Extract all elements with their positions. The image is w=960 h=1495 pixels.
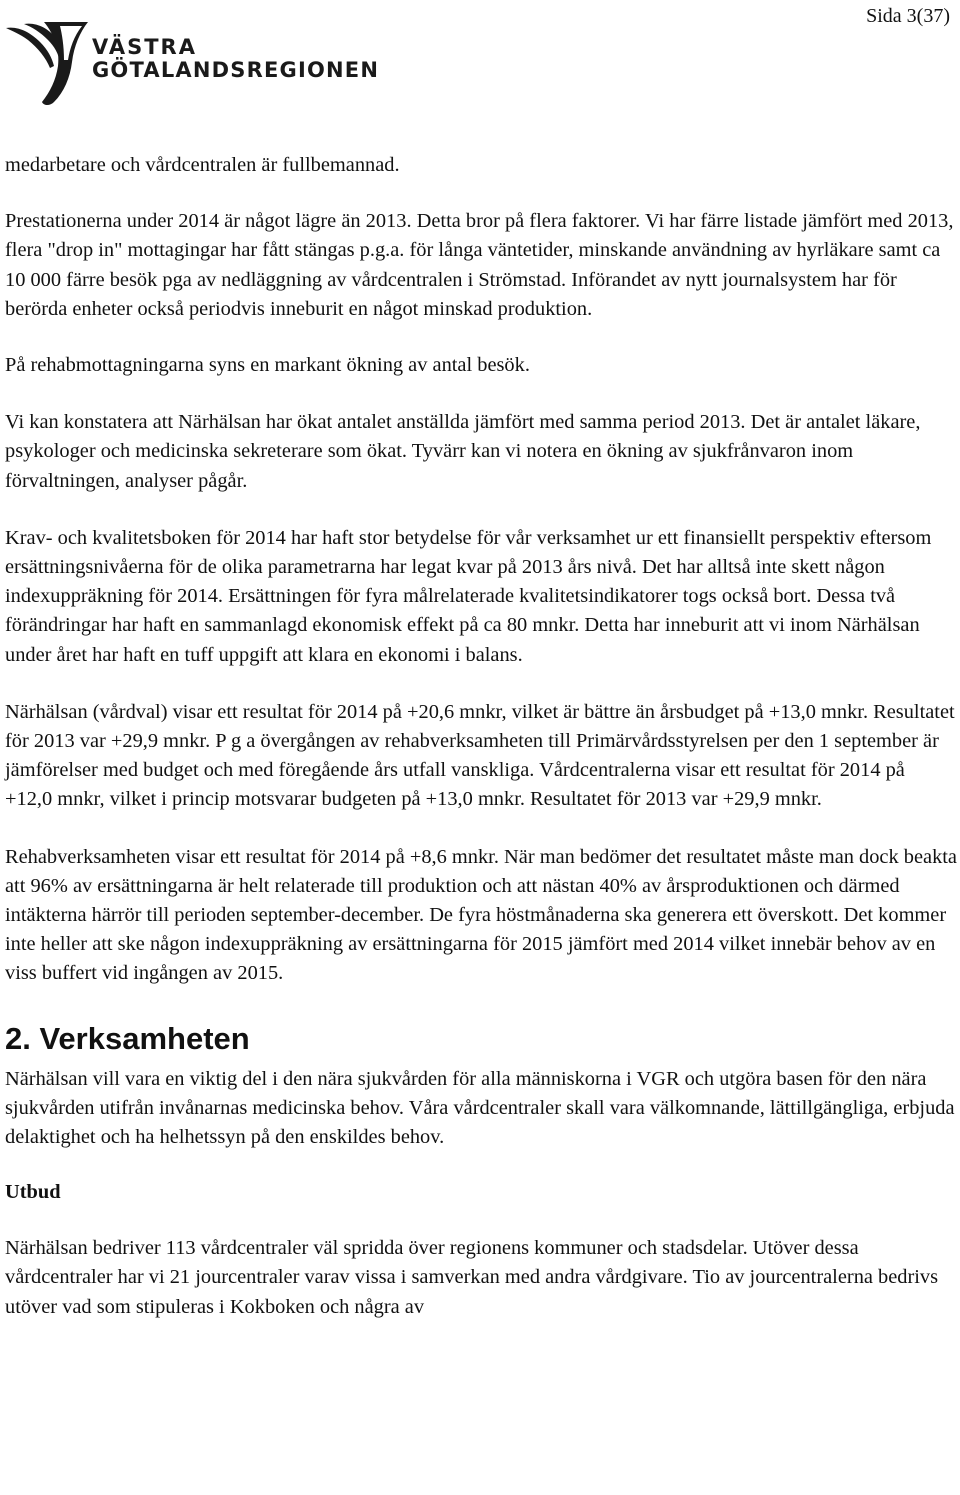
paragraph-offering: Närhälsan bedriver 113 vårdcentraler väl spridda över regionens kommuner och stadsdelar. Utöver dessa vårdcentraler har vi 21 jourcentraler varav vissa i samverkan med andra vårdgivare. Tio av jourcentralerna bedrivs utöver vad som stipuleras i Kokboken och några av: [5, 1237, 939, 1318]
logo-line-2: GÖTALANDSREGIONEN: [92, 58, 380, 82]
logo-wordmark: [92, 36, 379, 82]
vgr-swan-logo-icon: [4, 22, 90, 106]
paragraph-results: Närhälsan (vårdval) visar ett resultat för 2014 på +20,6 mnkr, vilket är bättre än årsbudget på +13,0 mnkr. Resultatet för 2013 var +29,9 mnkr. P g a övergången av rehabverksamheten till Primärvårdsstyrelsen per den 1 september är jämförelser med budget och med föregående års utfall vanskliga. Vårdcentralerna visar ett resultat för 2014 på +12,0 mnkr, vilket i princip motsvarar budgeten på +13,0 mnkr. Resultatet för 2013 var +29,9 mnkr.: [5, 700, 955, 811]
paragraph-rehab-results: Rehabverksamheten visar ett resultat för 2014 på +8,6 mnkr. När man bedömer det resultatet måste man dock beakta att 96% av ersättningarna är helt relaterade till produktion och att nästan 40% av årsproduktionen och därmed intäkterna härrör till perioden september-december. De fyra höstmånaderna ska generera ett överskott. Det kommer inte heller att ske någon indexuppräkning av ersättningarna för 2015 jämfört med 2014 vilket innebär behov av en viss buffert vid ingången av 2015.: [5, 845, 957, 985]
paragraph-staffing: medarbetare och vårdcentralen är fullbemannad.: [5, 154, 400, 176]
section-heading: 2. Verksamheten: [5, 1020, 250, 1056]
document-body: [5, 151, 957, 1322]
subsection-heading: Utbud: [5, 1181, 61, 1204]
paragraph-mission: Närhälsan vill vara en viktig del i den nära sjukvården för alla människorna i VGR och utgöra basen för den nära sjukvården utifrån invånarnas medicinska behov. Våra vårdcentraler skall vara välkomnande, lättillgängliga, erbjuda delaktighet och ha helhetssyn på den enskildes behov.: [5, 1067, 955, 1149]
paragraph-quality-book: Krav- och kvalitetsboken för 2014 har haft stor betydelse för vår verksamhet ur ett finansiellt perspektiv eftersom ersättningsnivåerna för de olika parametrarna har legat kvar på 2013 års nivå. Det har alltså inte skett någon indexuppräkning för 2014. Ersättningen för fyra målrelaterade kvalitetsindikatorer togs också bort. Dessa två förändringar har haft en sammanlagd ekonomisk effekt på ca 80 mnkr. Detta har inneburit att vi inom Närhälsan under året har haft en tuff uppgift att klara en ekonomi i balans.: [5, 526, 932, 666]
logo-line-1: VÄSTRA: [92, 35, 197, 59]
paragraph-rehab-visits: På rehabmottagningarna syns en markant ökning av antal besök.: [5, 354, 530, 377]
paragraph-employees: Vi kan konstatera att Närhälsan har ökat antalet anställda jämfört med samma period 2013. Det är antalet läkare, psykologer och medicinska sekreterare som ökat. Tyvärr kan vi notera en ökning av sjukfrånvaron inom förvaltningen, analyser pågår.: [5, 411, 921, 492]
paragraph-performance: Prestationerna under 2014 är något lägre än 2013. Detta bror på flera faktorer. Vi har färre listade jämfört med 2013, flera "drop in" mottagingar har fått stängas p.g.a. för långa väntetider, minskande användning av hyrläkare samt ca 10 000 färre besök pga av nedläggning av vårdcentralen i Strömstad. Införandet av nytt journalsystem har för berörda enheter också periodvis inneburit en något minskad produktion.: [5, 210, 954, 320]
page-number: Sida 3(37): [866, 5, 950, 27]
organization-logo: [4, 22, 379, 106]
